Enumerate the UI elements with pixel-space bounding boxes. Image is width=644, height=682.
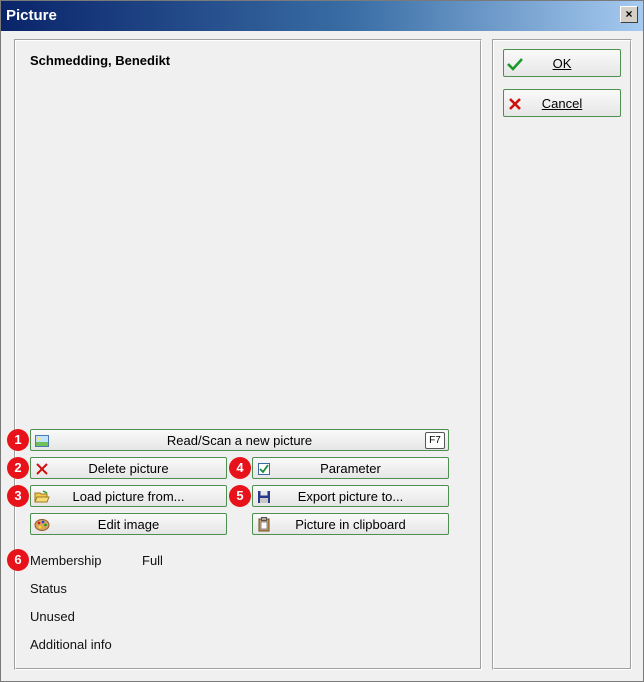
read-scan-label: Read/Scan a new picture xyxy=(166,432,313,448)
callout-badge-3: 3 xyxy=(7,485,29,507)
read-scan-button[interactable] xyxy=(30,429,449,451)
load-picture-button[interactable] xyxy=(30,485,227,507)
callout-badge-6: 6 xyxy=(7,549,29,571)
clipboard-icon xyxy=(256,517,272,532)
open-folder-icon xyxy=(34,489,50,504)
parameter-label: Parameter xyxy=(320,460,381,476)
ok-button[interactable] xyxy=(503,49,621,77)
person-name: Schmedding, Benedikt xyxy=(30,53,171,68)
picture-panel xyxy=(14,39,482,670)
delete-picture-button[interactable] xyxy=(30,457,227,479)
edit-image-label: Edit image xyxy=(97,516,160,532)
delete-picture-label: Delete picture xyxy=(88,460,169,476)
title-bar[interactable] xyxy=(1,1,643,31)
cancel-label: Cancel xyxy=(541,95,583,111)
callout-badge-2: 2 xyxy=(7,457,29,479)
green-check-icon xyxy=(507,56,523,71)
red-x-icon xyxy=(34,461,50,476)
edit-image-button[interactable] xyxy=(30,513,227,535)
picture-in-clipboard-label: Picture in clipboard xyxy=(295,516,406,532)
additional-info-label: Additional info xyxy=(30,637,112,652)
status-label: Status xyxy=(30,581,67,596)
export-picture-button[interactable] xyxy=(252,485,449,507)
picture-in-clipboard-button[interactable] xyxy=(252,513,449,535)
membership-label: Membership xyxy=(30,553,102,568)
cancel-button[interactable] xyxy=(503,89,621,117)
checklist-icon xyxy=(256,461,272,476)
membership-value: Full xyxy=(142,553,163,568)
f7-shortcut-key: F7 xyxy=(425,432,445,449)
picture-icon xyxy=(34,433,50,448)
callout-badge-1: 1 xyxy=(7,429,29,451)
window-title: Picture xyxy=(6,7,57,24)
close-button[interactable]: × xyxy=(620,6,638,23)
red-x-icon xyxy=(507,96,523,111)
parameter-button[interactable] xyxy=(252,457,449,479)
export-picture-label: Export picture to... xyxy=(297,488,404,504)
callout-badge-4: 4 xyxy=(229,457,251,479)
floppy-disk-icon xyxy=(256,489,272,504)
callout-badge-5: 5 xyxy=(229,485,251,507)
action-panel xyxy=(492,39,632,670)
ok-label: OK xyxy=(552,55,572,71)
load-picture-label: Load picture from... xyxy=(72,488,185,504)
unused-label: Unused xyxy=(30,609,75,624)
palette-icon xyxy=(34,517,50,532)
